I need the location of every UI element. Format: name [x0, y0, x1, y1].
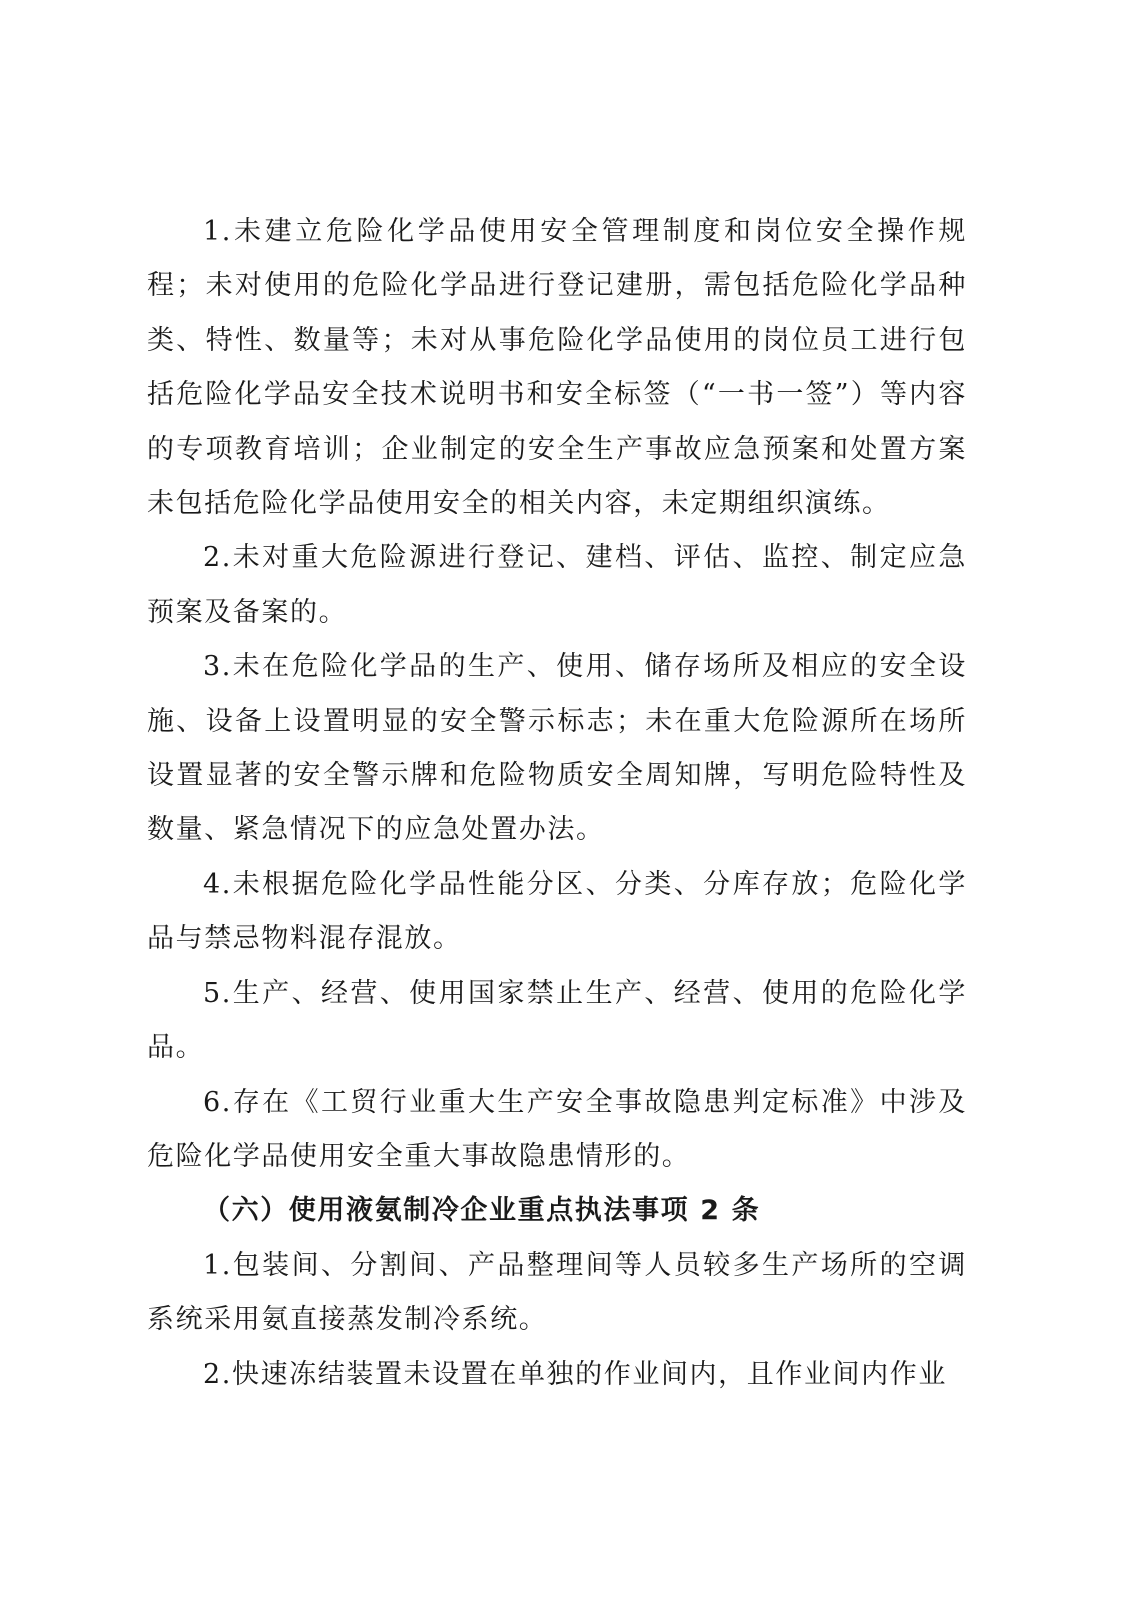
paragraph-item-1: 1.未建立危险化学品使用安全管理制度和岗位安全操作规程；未对使用的危险化学品进行登记建册，需包括危险化学品种类、特性、数量等；未对从事危险化学品使用的岗位员工进行包括危险化学品安全技术说明书和安全标签（“一书一签”）等内容的专项教育培训；企业制定的安全生产事故应急预案和处置方案未包括危险化学品使用安全的相关内容，未定期组织演练。 [147, 216, 967, 520]
section-paragraph-item-2: 2.快速冻结装置未设置在单独的作业间内，且作业间内作业 [203, 1358, 947, 1390]
section-heading: （六）使用液氨制冷企业重点执法事项 2 条 [203, 1195, 761, 1227]
paragraph-item-6: 6.存在《工贸行业重大生产安全事故隐患判定标准》中涉及危险化学品使用安全重大事故隐患情形的。 [147, 1086, 967, 1172]
paragraph-item-2: 2.未对重大危险源进行登记、建档、评估、监控、制定应急预案及备案的。 [147, 542, 967, 628]
paragraph-item-4: 4.未根据危险化学品性能分区、分类、分库存放；危险化学品与禁忌物料混存混放。 [147, 868, 967, 955]
paragraph-item-5: 5.生产、经营、使用国家禁止生产、经营、使用的危险化学品。 [147, 977, 967, 1064]
section-paragraph-item-1: 1.包装间、分割间、产品整理间等人员较多生产场所的空调系统采用氨直接蒸发制冷系统。 [147, 1249, 967, 1336]
paragraph-item-3: 3.未在危险化学品的生产、使用、储存场所及相应的安全设施、设备上设置明显的安全警示标志；未在重大危险源所在场所设置显著的安全警示牌和危险物质安全周知牌，写明危险特性及数量、紧急情况下的应急处置办法。 [147, 651, 967, 846]
document-body [147, 205, 967, 1402]
